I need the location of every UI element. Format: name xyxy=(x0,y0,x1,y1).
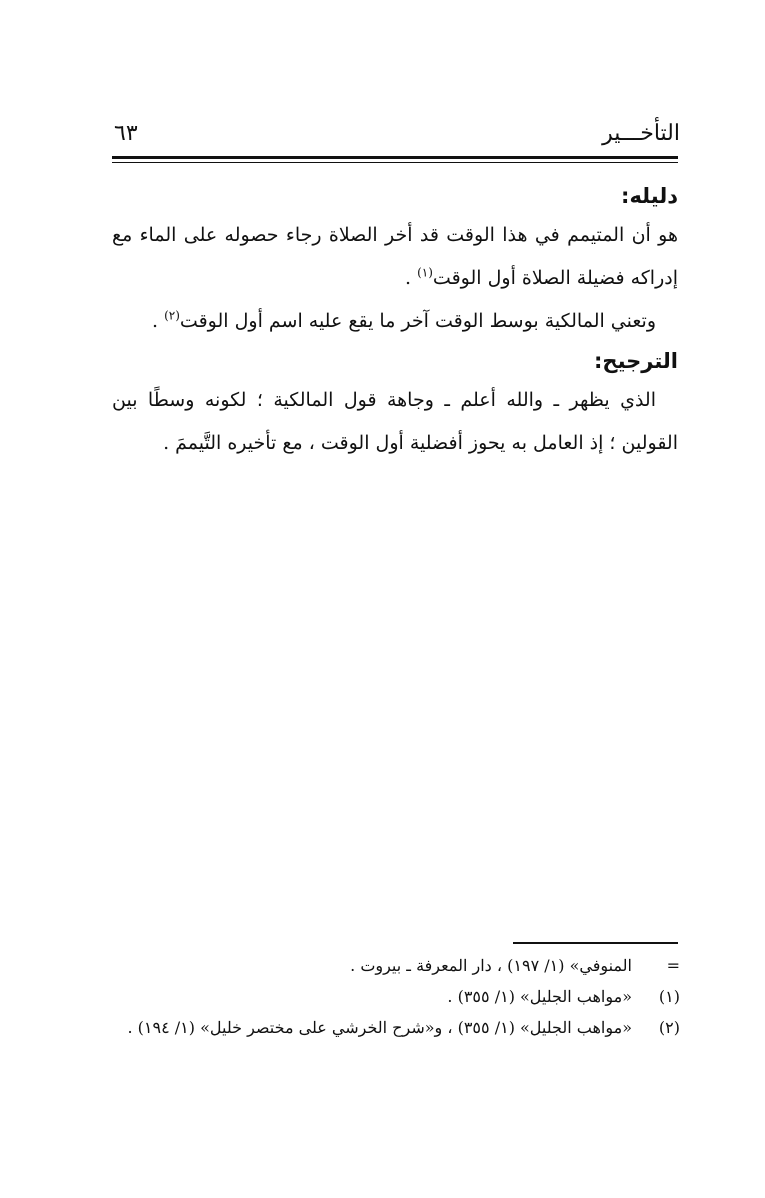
main-text xyxy=(112,178,678,465)
footnote-ref-2: (٢) xyxy=(164,308,180,323)
running-header xyxy=(110,118,680,150)
footnote-separator xyxy=(513,942,678,944)
paragraph-evidence-text: هو أن المتيمم في هذا الوقت قد أخر الصلاة رجاء حصوله على الماء مع إدراكه فضيلة الصلاة أول الوقت xyxy=(112,224,678,289)
footnote-continuation xyxy=(120,950,680,981)
paragraph-evidence-end: . xyxy=(405,267,418,289)
paragraph-maliki-meaning xyxy=(112,300,678,343)
footnote-2 xyxy=(120,1012,680,1043)
footnote-ref-1: (١) xyxy=(417,265,433,280)
header-rule-thin xyxy=(112,162,678,163)
paragraph-preference: الذي يظهر ـ والله أعلم ـ وجاهة قول المالكية ؛ لكونه وسطًا بين القولين ؛ إذ العامل به يحوز أفضلية أول الوقت ، مع تأخيره التَّيممَ . xyxy=(112,389,678,454)
footnote-1 xyxy=(120,981,680,1012)
footnote-text: «مواهب الجليل» (١/ ٣٥٥) . xyxy=(447,987,632,1006)
section-heading-preference: الترجيح: xyxy=(594,349,678,373)
page-number: ٦٣ xyxy=(114,121,138,146)
paragraph-maliki-meaning-text: وتعني المالكية بوسط الوقت آخر ما يقع عليه اسم أول الوقت xyxy=(179,310,656,332)
paragraph-evidence xyxy=(112,214,678,300)
paragraph-maliki-meaning-end: . xyxy=(152,310,165,332)
footnote-mark: (٢) xyxy=(658,1018,680,1037)
footnote-text: «مواهب الجليل» (١/ ٣٥٥) ، و«شرح الخرشي على مختصر خليل» (١/ ١٩٤) . xyxy=(127,1018,632,1037)
footnotes xyxy=(120,950,680,1043)
header-rule-thick xyxy=(112,156,678,159)
running-title: التأخـــير xyxy=(602,121,680,146)
footnote-mark: (١) xyxy=(658,987,680,1006)
section-heading-evidence: دليله: xyxy=(621,184,678,208)
footnote-text: المنوفي» (١/ ١٩٧) ، دار المعرفة ـ بيروت . xyxy=(350,956,632,975)
footnote-mark: = xyxy=(666,956,680,975)
